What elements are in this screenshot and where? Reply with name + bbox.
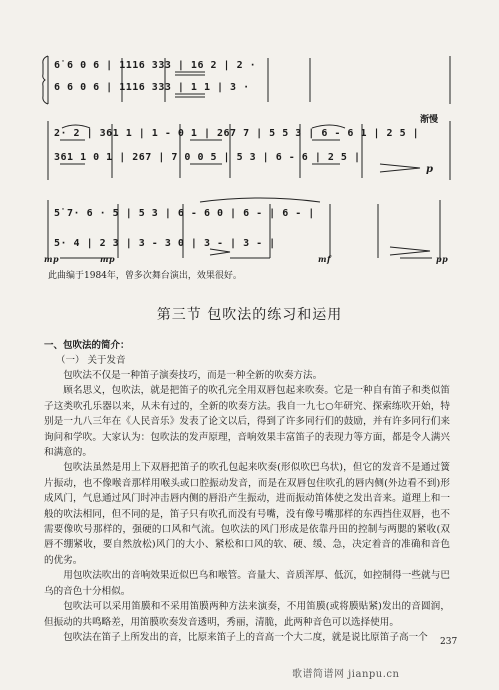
watermark: 歌谱简谱网 jianpu.cn [292,669,400,680]
paragraph: 包吹法在笛子上所发出的音，比原来笛子上的音高一个大二度，就是说比原笛子高一个 [63,631,428,643]
dynamic-mark: mp [44,254,60,264]
system2-bottom-line: 361 1 0 1 | 267 | 7 0 0 5 | 5 3 | 6 - 6 | 2 5 | [54,152,361,163]
body-text [44,368,450,645]
dynamic-mark: pp [436,254,449,264]
system3-bottom-line: 5· 4 | 2 3 | 3 - 3 0 | 3 - | 3 - | [54,238,276,249]
heading-level2: （一） 关于发音 [56,355,126,366]
score-caption: 此曲编于1984年，曾多次舞台演出，效果很好。 [48,271,242,281]
section-title: 第三节 包吹法的练习和运用 [156,307,343,323]
page-number: 237 [440,637,458,647]
music-score [0,0,499,270]
dynamic-mark: mf [318,254,331,264]
paragraph: 包吹法虽然是用上下双唇把笛子的吹孔包起来吹奏(形似吹巴乌状)，但它的发音不是通过簧片振动，也不像喉音那样用喉头或口腔振动发音，而是在双唇包住吹孔的唇内侧(外边看不到)形成风门，气息通过风门时冲击唇内侧的唇沿产生振动，进而振动笛体使之发出音来。道理上和一般的吹法相同，但不同的是，笛子只有吹孔而没有号嘴，没有像号嘴那样的东西挡住双唇，也不需要像吹号那样的，强硬的口风和气流。包吹法的风门形成是依靠丹田的控制与两腮的紧收(双唇不绷紧收，要自然放松)风门的大小、紧松和口风的软、硬、缓、急，决定着音的准确和音色的优劣。 [44,462,450,566]
dynamic-mark: p [426,164,434,175]
heading-level1: 一、包吹法的简介： [44,340,130,351]
paragraph: 用包吹法吹出的音响效果近似巴乌和喉管。音量大、音质浑厚、低沉，如控制得一些就与巴乌的音色十分相似。 [44,570,450,597]
system2-top-line: 2· 2 | 361 1 | 1 - 0 1 | 267 7 | 5 5 3 | 6 - 6 1 | 2 5 | [54,128,420,139]
system1-top-line: 6̇ 6 0 6 | 1116 333 | 16 2 | 2 · [54,60,257,71]
paragraph: 顾名思义，包吹法，就是把笛子的吹孔完全用双唇包起来吹奏。它是一种自有笛子和类似笛子这类吹孔乐器以来，从未有过的，全新的吹奏方法。我自一九七○年研究、探索练吹开始，特别是一九八三年在《人民音乐》发表了论文以后，得到了许多同行们的鼓励，并有许多同行们来询问和学吹。大家认为：包吹法的发声原理，音响效果丰富笛子的表现力等方面，都是令人满兴和满意的。 [44,385,450,459]
tempo-mark: 渐慢 [420,115,439,125]
dynamic-mark: mp [100,254,116,264]
paragraph: 包吹法可以采用笛膜和不采用笛膜两种方法来演奏，不用笛膜(或将膜贴紧)发出的音圆润，但振动的共鸣略差，用笛膜吹奏发音透明，秀丽，清脆，此两种音色可以选择使用。 [44,601,450,628]
paragraph: 包吹法不仅是一种笛子演奏技巧，而是一种全新的吹奏方法。 [63,370,323,381]
system1-bottom-line: 6 6 0 6 | 1116 333 | 1 1 | 3 · [54,82,250,93]
system3-top-line: 5̇ 7· 6 · 5 | 5 3 | 6 - 6 0 | 6 - | 6 - | [54,208,315,219]
